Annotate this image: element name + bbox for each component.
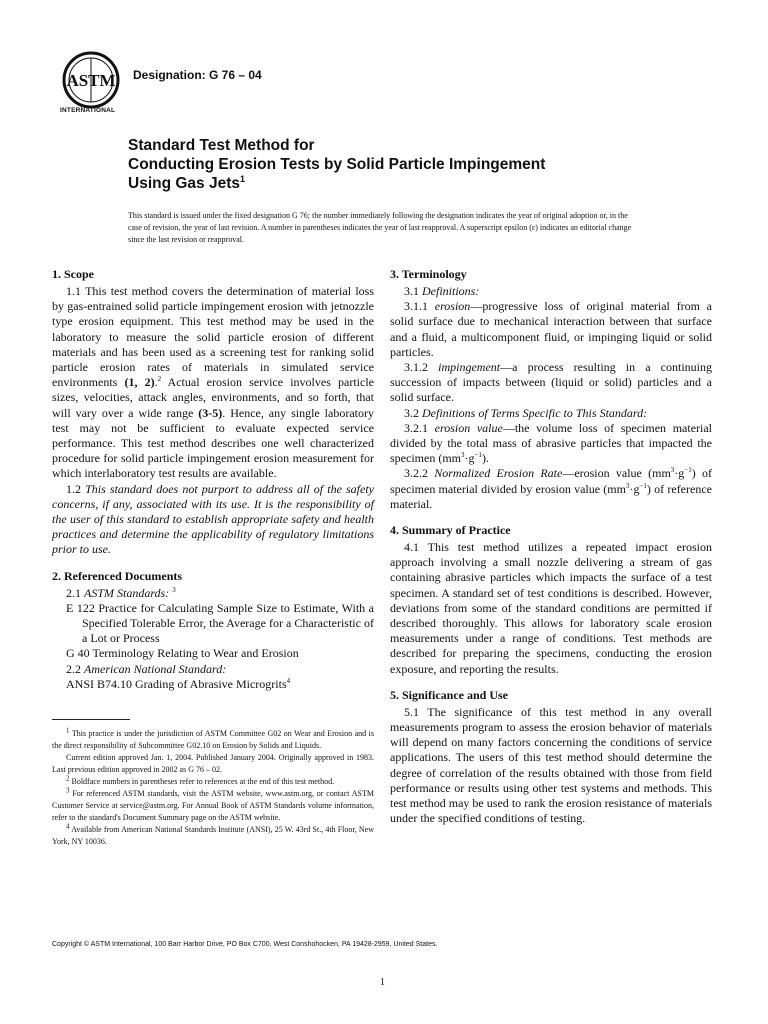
term-3-2-2-sup-2: −1 <box>684 466 692 475</box>
scope-heading: 1. Scope <box>52 267 94 281</box>
footnote-3 <box>52 788 374 824</box>
ref-ansi <box>52 677 374 692</box>
term-impingement: impingement <box>438 360 501 375</box>
scope-1-2 <box>52 482 374 558</box>
term-3-2-2-sup-1: 3 <box>670 466 675 475</box>
ref-2-1-num: 2.1 <box>66 585 84 600</box>
term-3-2-1-sup-1: 3 <box>460 451 465 460</box>
term-3-2-2-sup-4: −1 <box>639 481 647 490</box>
scope-1-1-text-c: . Hence, any single laboratory test may not be sufficient to evaluate expected service performance. This test method describes one well characterized procedure for solid particle impingement erosion measurement for which interlaboratory test results are available. <box>52 405 374 481</box>
standard-notice: This standard is issued under the fixed designation G 76; the number immediately following the designation indicates the year of original adoption or, in the case of revision, the year of last revision. A number in parentheses indicates the year of last reapproval. A superscript epsilon (ε) indicates an editorial change since the last revision or reapproval. <box>128 211 632 244</box>
term-3-1-2-text: —a process resulting in a continuing succession of impacts between (liquid or solid) particles and a solid surface. <box>390 360 713 405</box>
footnote-1-mark: 1 <box>66 726 70 735</box>
term-erosion-value: erosion value <box>434 420 503 435</box>
ref-2-1-footnote-mark: 3 <box>172 585 176 594</box>
scope-ref-2: (3-5) <box>198 405 223 420</box>
logo-subtext: INTERNATIONAL <box>60 107 116 114</box>
ref-g40: G 40 Terminology Relating to Wear and Erosion <box>66 646 299 661</box>
scope-footnote-mark: 2 <box>157 375 162 384</box>
significance-5-1: 5.1 The significance of this test method in any overall measurements program to assess the erosion behavior of materials will depend on many factors concerning the conditions of service applications. The users of this test method should determine the degree of correlation of the results obtained with those from field performance or results using other test systems and methods. This test method may be used to rank the erosion resistance of materials under the specified conditions of testing. <box>390 704 712 826</box>
scope-1-2-num: 1.2 <box>66 481 86 496</box>
footnote-3-mark: 3 <box>66 786 70 795</box>
title-line-2: Conducting Erosion Tests by Solid Particle Impingement <box>128 156 546 173</box>
title-line-1: Standard Test Method for <box>128 137 315 154</box>
term-3-2-2-b: ·g <box>674 466 685 481</box>
scope-1-1-text-b: Actual erosion service involves particle sizes, velocities, attack angles, environments, and so forth, that will vary over a wide range <box>52 375 374 420</box>
footnote-1b: Current edition approved Jan. 1, 2004. Published January 2004. Originally approved in 1983. Last previous edition approved in 2002 as G 76 – 02. <box>52 753 374 774</box>
ref-2-2-num: 2.2 <box>66 661 84 676</box>
term-3-2-2-c: ) of specimen material divided by erosion value (mm <box>390 466 712 496</box>
term-3-1-2 <box>390 360 712 406</box>
term-3-2 <box>390 406 712 421</box>
term-3-1-1-text: —progressive loss of original material from a solid surface due to mechanical interaction between that surface and a fluid, a multicomponent fluid, or impinging liquid or solid particles. <box>390 299 713 359</box>
term-3-2-1-sup-2: −1 <box>474 451 482 460</box>
ref-2-2 <box>52 662 374 677</box>
term-normalized-erosion-rate: Normalized Erosion Rate <box>434 466 563 481</box>
footnote-3-text: For referenced ASTM standards, visit the ASTM website, www.astm.org, or contact ASTM Customer Service at service@astm.org. For Annual Book of ASTM Standards volume information, refer to the standard's Document Summary page on the ASTM website. <box>52 789 374 822</box>
term-3-2-2-num: 3.2.2 <box>404 466 435 481</box>
document-title <box>128 136 688 193</box>
footnote-2-mark: 2 <box>66 774 70 783</box>
title-footnote-mark: 1 <box>240 173 246 184</box>
scope-ref-1: (1, 2) <box>124 375 155 390</box>
term-3-2-2 <box>390 466 712 512</box>
scope-1-2-text: This standard does not purport to address all of the safety concerns, if any, associated with its use. It is the responsibility of the user of this standard to establish appropriate safety and health practices and determine the applicability of regulatory limitations prior to use. <box>52 481 374 557</box>
footnote-rule <box>52 719 130 720</box>
term-3-1-text: Definitions: <box>422 284 480 298</box>
ref-2-1 <box>52 586 374 601</box>
term-3-2-1-num: 3.2.1 <box>404 420 435 435</box>
term-3-2-1-end: ). <box>481 451 489 466</box>
referenced-heading: 2. Referenced Documents <box>52 568 183 583</box>
term-3-2-text: Definitions of Terms Specific to This Standard: <box>422 405 648 420</box>
term-3-2-1-mid: ·g <box>464 451 475 466</box>
term-3-1-1 <box>390 299 712 360</box>
page-number: 1 <box>380 977 385 988</box>
term-3-2-2-d: ·g <box>629 481 640 496</box>
designation: Designation: G 76 – 04 <box>133 68 262 82</box>
term-erosion: erosion <box>434 299 471 314</box>
footnote-1-text: This practice is under the jurisdiction of ASTM Committee G02 on Wear and Erosion and is the direct responsibility of Subcommittee G02.10 on Erosion by Solids and Liquids. <box>52 729 374 750</box>
term-3-1-2-num: 3.1.2 <box>404 360 439 375</box>
left-column <box>52 266 374 692</box>
terminology-heading: 3. Terminology <box>390 267 467 281</box>
ref-ansi-footnote-mark: 4 <box>286 676 291 685</box>
right-column <box>390 266 712 827</box>
scope-1-1-text-a: 1.1 This test method covers the determination of material loss by gas-entrained solid particle impingement erosion with jetnozzle type erosion equipment. This test method may be used in the laboratory to measure the solid particle erosion of different materials and has been used as a screening test for ranking solid particle erosion rates of materials in simulated service environments <box>52 284 374 390</box>
ref-2-1-text: ASTM Standards: <box>84 585 170 600</box>
summary-heading: 4. Summary of Practice <box>390 523 511 538</box>
footnote-4-mark: 4 <box>66 822 70 831</box>
footnote-2 <box>52 776 374 788</box>
footnote-4 <box>52 824 374 848</box>
logo-text: ASTM <box>66 71 116 90</box>
term-3-2-num: 3.2 <box>404 405 422 420</box>
summary-4-1: 4.1 This test method utilizes a repeated impact erosion approach involving a small nozzle delivering a stream of gas containing abrasive particles which impacts the surface of a test specimen. A standard set of test conditions is described. However, deviations from some of the standard conditions are permitted if described thoroughly. This allows for laboratory scale erosion measurements under a range of conditions. Test methods are described for preparing the specimens, conducting the erosion exposure, and reporting the results. <box>390 540 712 676</box>
copyright: Copyright © ASTM International, 100 Barr Harbor Drive, PO Box C700, West Conshohocken, PA 19428-2959, United States. <box>52 941 438 948</box>
title-line-3 <box>128 174 688 193</box>
significance-heading: 5. Significance and Use <box>390 687 509 702</box>
term-3-2-2-e: ) of reference material. <box>390 481 712 511</box>
footnote-4-text: Available from American National Standards Institute (ANSI), 25 W. 43rd St., 4th Floor, New York, NY 10036. <box>52 825 374 846</box>
term-3-2-2-sup-3: 3 <box>625 481 630 490</box>
title-line-3-text: Using Gas Jets <box>128 175 240 192</box>
term-3-2-1 <box>390 421 712 467</box>
footnotes <box>52 728 374 848</box>
term-3-2-2-a: —erosion value (mm <box>562 466 671 481</box>
scope-1-1: 1.1 This test method covers the determination of material loss by gas-entrained solid particle impingement erosion with jetnozzle type erosion equipment. This test method may be used in the laboratory to measure the solid particle erosion of different materials and has been used as a screening test for ranking solid particle erosion rates of materials in simulated service environments (1, 2).$^2$ Actual erosion service involves particle sizes, velocities, attack angles, environments, and so forth, that will vary over a wide range (3-5). Hence, any single laboratory test may not be sufficient to evaluate expected service performance. This test method describes one well characterized procedure for solid particle impingement erosion measurement for which interlaboratory test results are available. <box>52 284 374 481</box>
ref-2-2-text: American National Standard: <box>84 661 227 676</box>
term-3-1 <box>390 284 712 299</box>
term-3-1-num: 3.1 <box>404 284 422 298</box>
footnote-2-text: Boldface numbers in parentheses refer to references at the end of this test method. <box>69 777 335 786</box>
term-3-1-1-num: 3.1.1 <box>404 299 435 314</box>
footnote-1 <box>52 728 374 752</box>
ref-ansi-text: ANSI B74.10 Grading of Abrasive Microgrits <box>66 676 287 691</box>
term-3-2-1-text: —the volume loss of specimen material divided by the total mass of abrasive particles that impacted the specimen (mm <box>390 420 713 466</box>
ref-e122: E 122 Practice for Calculating Sample Size to Estimate, With a Specified Tolerable Error, the Average for a Characteristic of a Lot or Process <box>66 600 374 646</box>
